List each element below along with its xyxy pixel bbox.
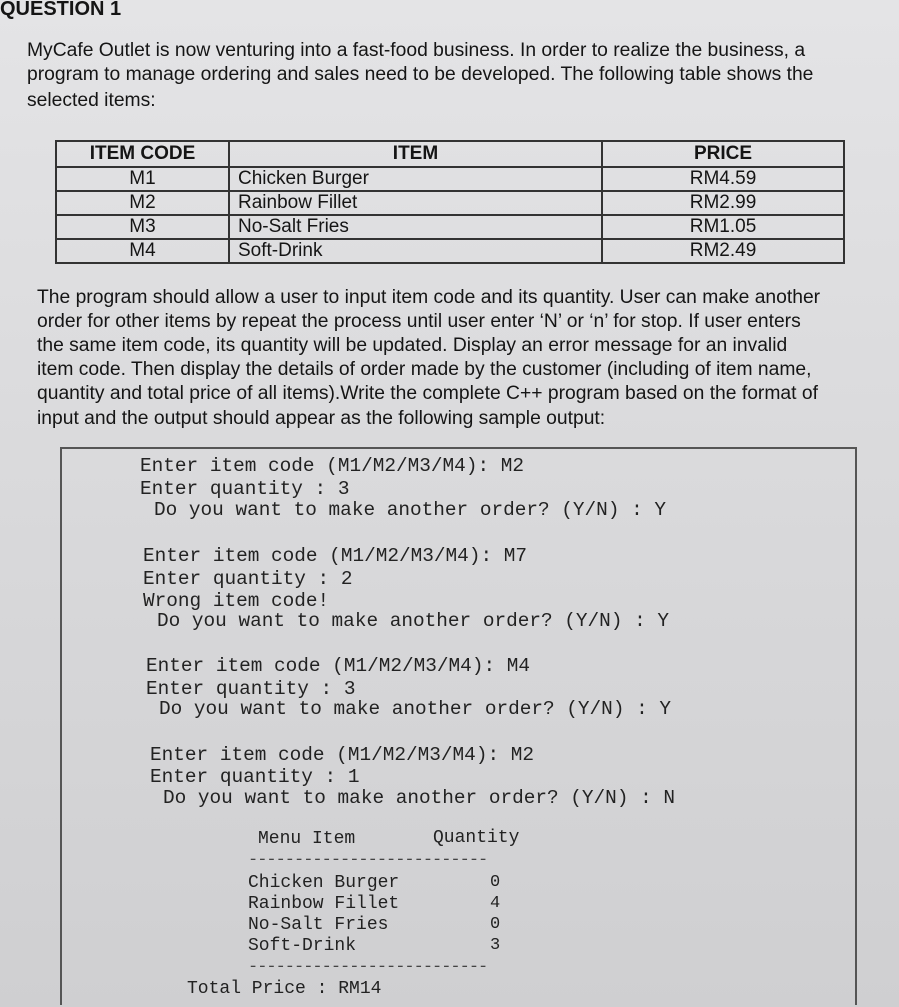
qty-prompt: Enter quantity : 2 xyxy=(143,568,353,590)
table-row xyxy=(56,167,844,191)
qty-prompt: Enter quantity : 3 xyxy=(140,478,350,500)
instruction-line: input and the output should appear as the following sample output: xyxy=(37,408,606,429)
qty-prompt: Enter quantity : 1 xyxy=(150,766,360,788)
again-prompt: Do you want to make another order? (Y/N) : Y xyxy=(159,698,671,720)
summary-item-name: Rainbow Fillet xyxy=(248,894,400,914)
item-code: M2 xyxy=(56,191,229,215)
item-price: RM4.59 xyxy=(602,167,844,191)
qty-prompt: Enter quantity : 3 xyxy=(146,678,356,700)
again-prompt: Do you want to make another order? (Y/N) : Y xyxy=(157,610,669,632)
summary-item-qty: 0 xyxy=(490,873,501,892)
sample-output-box xyxy=(60,447,857,1005)
intro-line: program to manage ordering and sales need to be developed. The following table shows the xyxy=(27,64,814,85)
intro-line: MyCafe Outlet is now venturing into a fast-food business. In order to realize the business, a xyxy=(27,40,806,61)
item-name: Rainbow Fillet xyxy=(229,191,602,215)
items-table xyxy=(55,140,845,264)
header-item: ITEM xyxy=(229,141,602,167)
separator: -------------------------- xyxy=(248,958,488,977)
summary-header-qty: Quantity xyxy=(433,828,520,848)
item-price: RM2.99 xyxy=(602,191,844,215)
code-prompt: Enter item code (M1/M2/M3/M4): M2 xyxy=(140,455,524,477)
item-name: Chicken Burger xyxy=(229,167,602,191)
intro-line: selected items: xyxy=(27,90,156,111)
table-row xyxy=(56,239,844,263)
question-title: QUESTION 1 xyxy=(0,0,122,20)
header-item-code: ITEM CODE xyxy=(56,141,229,167)
item-name: No-Salt Fries xyxy=(229,215,602,239)
error-message: Wrong item code! xyxy=(143,590,330,612)
summary-item-name: Soft-Drink xyxy=(248,936,357,956)
code-prompt: Enter item code (M1/M2/M3/M4): M4 xyxy=(146,655,530,677)
instruction-line: the same item code, its quantity will be updated. Display an error message for an invalid xyxy=(37,335,788,356)
header-price: PRICE xyxy=(602,141,844,167)
item-code: M1 xyxy=(56,167,229,191)
summary-header-item: Menu Item xyxy=(258,829,356,849)
summary-item-qty: 4 xyxy=(490,894,501,913)
table-header-row xyxy=(56,141,844,167)
summary-item-qty: 0 xyxy=(490,915,501,934)
instruction-line: The program should allow a user to input item code and its quantity. User can make another xyxy=(37,287,821,308)
again-prompt: Do you want to make another order? (Y/N) : N xyxy=(163,787,675,809)
summary-item-qty: 3 xyxy=(490,936,501,955)
instruction-line: order for other items by repeat the process until user enter ‘N’ or ‘n’ for stop. If user enters xyxy=(37,311,801,332)
item-code: M3 xyxy=(56,215,229,239)
item-name: Soft-Drink xyxy=(229,239,602,263)
summary-item-name: No-Salt Fries xyxy=(248,915,389,935)
table-row xyxy=(56,215,844,239)
item-price: RM2.49 xyxy=(602,239,844,263)
separator: -------------------------- xyxy=(248,851,488,870)
total-price: Total Price : RM14 xyxy=(187,979,382,999)
item-price: RM1.05 xyxy=(602,215,844,239)
code-prompt: Enter item code (M1/M2/M3/M4): M7 xyxy=(143,545,527,567)
table-row xyxy=(56,191,844,215)
code-prompt: Enter item code (M1/M2/M3/M4): M2 xyxy=(150,744,534,766)
item-code: M4 xyxy=(56,239,229,263)
summary-item-name: Chicken Burger xyxy=(248,873,400,893)
instruction-line: item code. Then display the details of order made by the customer (including of item name, xyxy=(37,359,812,380)
instruction-line: quantity and total price of all items).Write the complete C++ program based on the format of xyxy=(37,383,818,404)
again-prompt: Do you want to make another order? (Y/N) : Y xyxy=(154,499,666,521)
